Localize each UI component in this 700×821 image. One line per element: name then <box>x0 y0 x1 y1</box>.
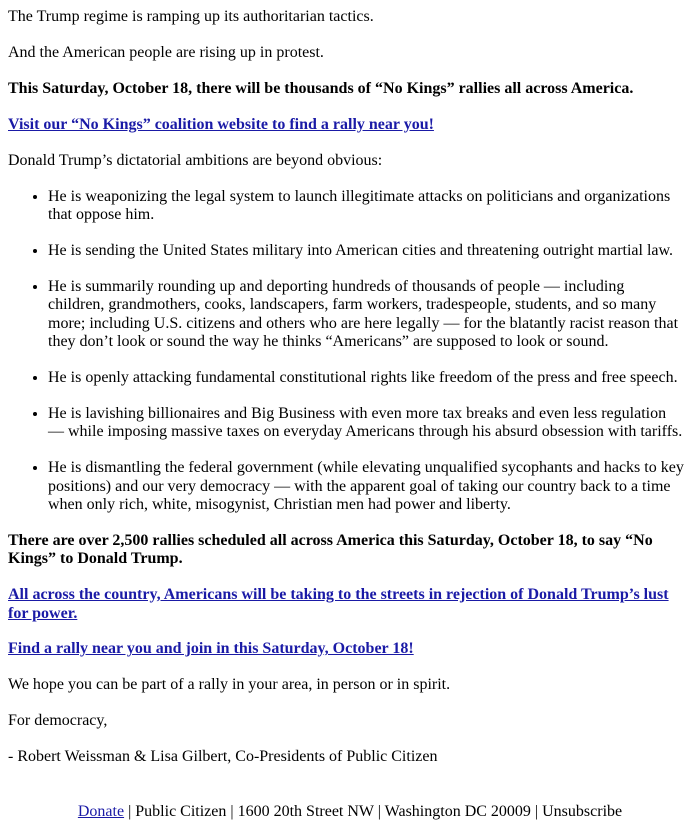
footer-separator: | <box>530 802 543 820</box>
list-item: • He is weaponizing the legal system to launch illegitimate attacks on politicians and organizations that oppose him. <box>48 188 692 225</box>
footer-address-street: 1600 20th Street NW <box>237 802 374 820</box>
list-item: • He is dismantling the federal government (while elevating unqualified sycophants and hacks to key positions) and our very democracy — with the apparent goal of taking our country back to a time when only rich, white, misogynist, Christian men had power and liberty. <box>48 459 692 514</box>
list-item: • He is openly attacking fundamental constitutional rights like freedom of the press and free speech. <box>48 369 692 387</box>
signoff-paragraph: For democracy, <box>8 712 108 730</box>
streets-rejection-link[interactable]: All across the country, Americans will be taking to the streets in rejection of Donald Trump’s lust for power. <box>8 586 669 622</box>
headline-paragraph: This Saturday, October 18, there will be thousands of “No Kings” rallies all across America. <box>8 79 634 97</box>
find-rally-join-link[interactable]: Find a rally near you and join in this Saturday, October 18! <box>8 640 414 658</box>
list-item: • He is sending the United States military into American cities and threatening outright martial law. <box>48 242 692 260</box>
footer-org-name: Public Citizen <box>135 802 227 820</box>
closing-paragraph: We hope you can be part of a rally in your area, in person or in spirit. <box>8 676 451 694</box>
grievance-list <box>8 188 692 515</box>
donate-link[interactable]: Donate <box>77 802 125 820</box>
footer-separator: | <box>124 802 136 820</box>
footer-separator: | <box>226 802 238 820</box>
intro-paragraph-1: The Trump regime is ramping up its authoritarian tactics. <box>8 8 374 25</box>
list-item: • He is summarily rounding up and deporting hundreds of thousands of people — including children, grandmothers, cooks, landscapers, farm workers, tradespeople, students, and so many more; including U.S. citizens and others who are here legally — for the blatantly racist reason that they don’t look or sound the way he thinks “Americans” are supposed to look or sound. <box>48 278 692 352</box>
list-item: • He is lavishing billionaires and Big Business with even more tax breaks and even less regulation — while imposing massive taxes on everyday Americans through his absurd obsession with tariffs. <box>48 405 692 442</box>
find-rally-website-link[interactable]: Visit our “No Kings” coalition website to find a rally near you! <box>8 115 434 133</box>
footer-address-city: Washington DC 20009 <box>384 802 531 820</box>
footer-separator: | <box>373 802 385 820</box>
unsubscribe-link[interactable]: Unsubscribe <box>542 802 623 820</box>
intro-paragraph-2: And the American people are rising up in protest. <box>8 43 324 61</box>
signature-paragraph: - Robert Weissman & Lisa Gilbert, Co-Presidents of Public Citizen <box>8 748 438 766</box>
list-intro-paragraph: Donald Trump’s dictatorial ambitions are beyond obvious: <box>8 151 383 169</box>
cta-paragraph-2 <box>8 586 692 623</box>
cta-paragraph-3 <box>8 640 692 658</box>
cta-paragraph-1 <box>8 116 692 134</box>
rally-count-paragraph: There are over 2,500 rallies scheduled all across America this Saturday, October 18, to say “No Kings” to Donald Trump. <box>8 531 653 568</box>
